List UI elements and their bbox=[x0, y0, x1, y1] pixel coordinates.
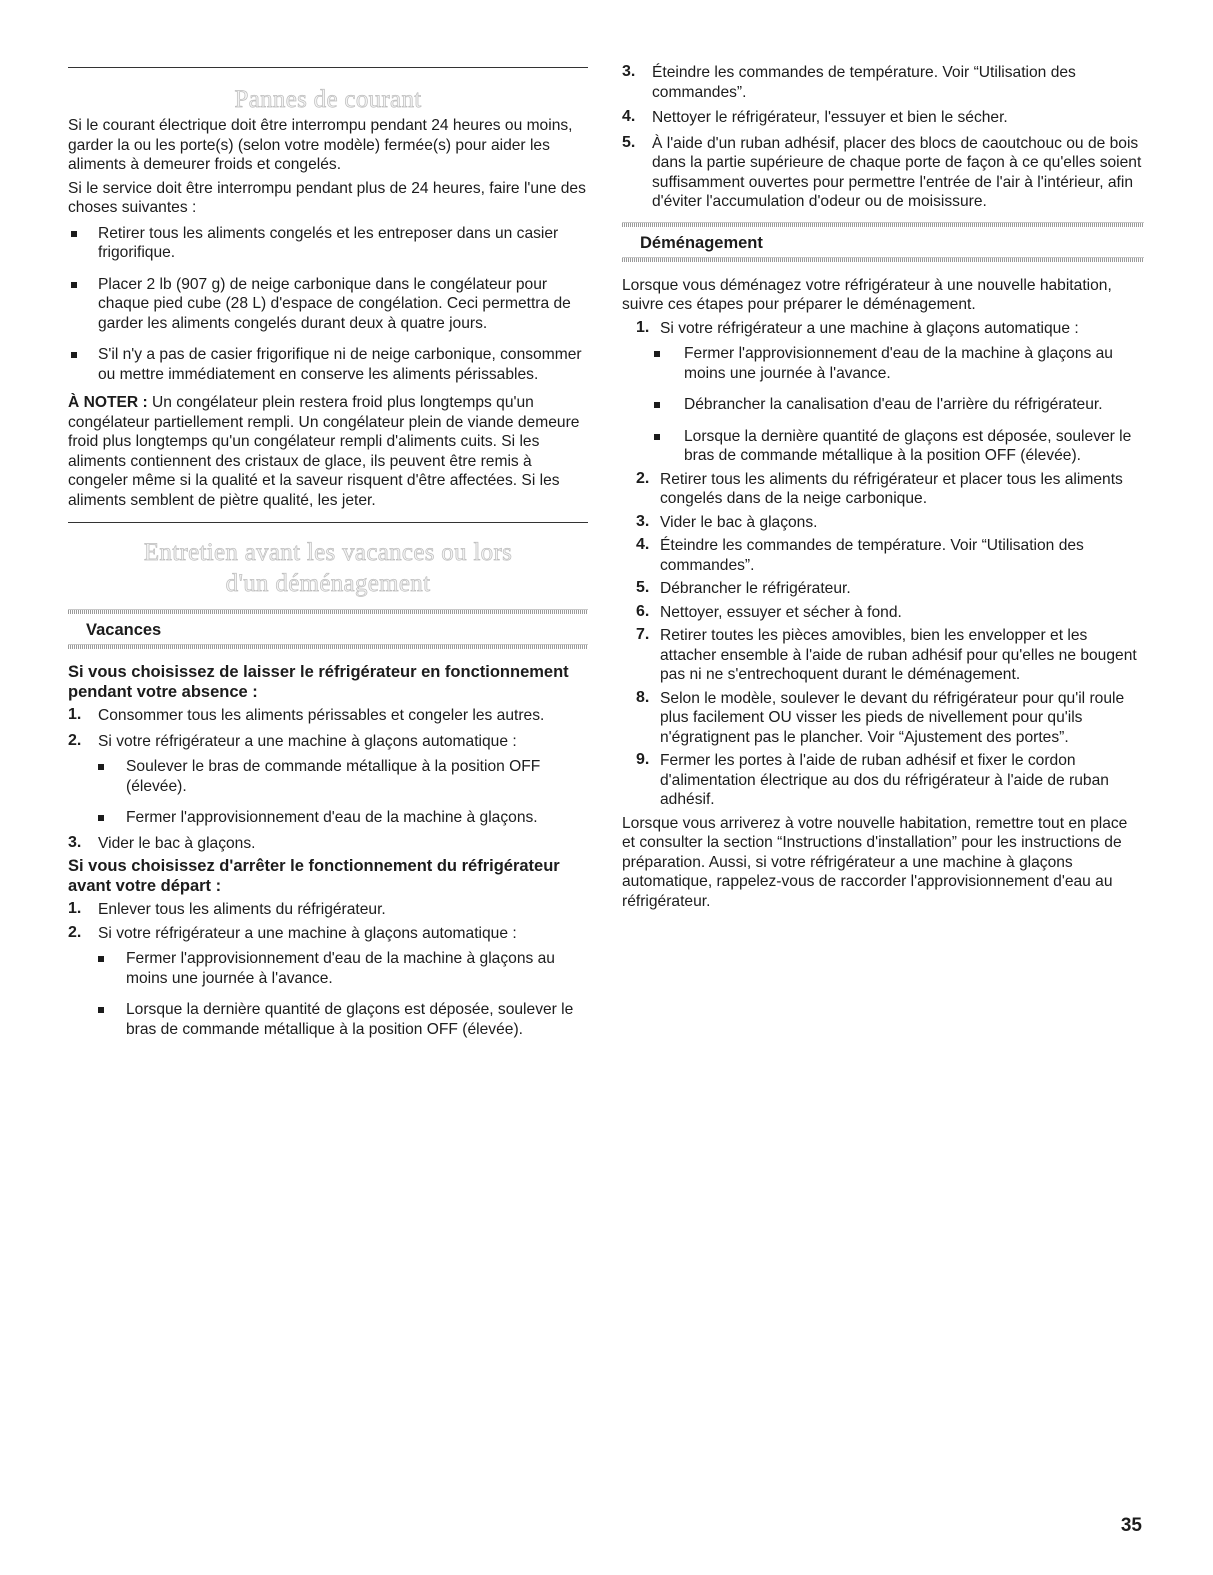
note-paragraph bbox=[68, 393, 588, 510]
list-item: 2. Si votre réfrigérateur a une machine à glaçons automatique : Soulever le bras de commande métallique à la position OFF (élevée). Fermer l'approvisionnement d'eau de la machine à glaçons. bbox=[68, 732, 588, 828]
bullet-square-icon bbox=[654, 434, 660, 440]
moving-substeps bbox=[622, 344, 1144, 466]
list-item: 3. Vider le bac à glaçons. bbox=[636, 512, 818, 531]
left-column bbox=[68, 0, 588, 1039]
hatch-divider bbox=[622, 222, 1144, 227]
hatch-divider bbox=[622, 257, 1144, 262]
list-item: 8. Selon le modèle, soulever le devant du réfrigérateur pour qu'il roule plus facilement OU visser les pieds de nivellement pour qu'ils n'égratignent pas le plancher. Voir “Ajustement des portes”. bbox=[636, 688, 1125, 746]
bullet-square-icon bbox=[98, 764, 104, 770]
list-item: 2. Si votre réfrigérateur a une machine à glaçons automatique : Fermer l'approvisionnement d'eau de la machine à glaçons au moins une journée à l'avance. Lorsque la dernière quantité de glaçons est déposée, soulever le bras de commande métallique à la position OFF (élevée). bbox=[68, 924, 588, 1040]
stay-on-heading: Si vous choisissez de laisser le réfrigérateur en fonctionnement pendant votre absence : bbox=[68, 663, 569, 701]
moving-intro: Lorsque vous déménagez votre réfrigérateur à une nouvelle habitation, suivre ces étapes pour préparer le déménagement. bbox=[622, 276, 1112, 313]
list-item: 4. Éteindre les commandes de température. Voir “Utilisation des commandes”. bbox=[636, 536, 1084, 574]
section-title-vacation-moving-line2: d'un déménagement bbox=[225, 570, 431, 597]
note-text: Un congélateur plein restera froid plus longtemps qu'un congélateur partiellement rempli. Un congélateur plein de viande demeure froid plus longtemps qu'un congélateur rempli d'aliments cuits. Si les aliments contiennent des cristaux de glace, ils peuvent être remis à congeler même si la qualité et la saveur risquent d'être affectées. Si les aliments semblent de piètre qualité, les jeter. bbox=[68, 394, 580, 509]
bullet-square-icon bbox=[71, 352, 77, 358]
right-column bbox=[622, 0, 1144, 911]
hatch-divider bbox=[68, 644, 588, 649]
moving-steps bbox=[622, 319, 1144, 810]
vacances-heading: Vacances bbox=[86, 621, 162, 639]
demenagement-heading: Déménagement bbox=[640, 233, 763, 252]
list-item: 5. À l'aide d'un ruban adhésif, placer des blocs de caoutchouc ou de bois dans la partie supérieure de chaque porte de façon à ce qu'elles soient suffisamment ouvertes pour permettre l'entrée de l'air à l'intérieur, afin d'éviter l'accumulation d'odeur ou de moisissure. bbox=[622, 133, 1142, 210]
stay-on-steps bbox=[68, 706, 588, 853]
list-item: S'il n'y a pas de casier frigorifique ni de neige carbonique, consommer ou mettre immédiatement en conserve les aliments périssables. bbox=[68, 345, 588, 384]
list-item: 1. Si votre réfrigérateur a une machine à glaçons automatique : Fermer l'approvisionnement d'eau de la machine à glaçons au moins une journée à l'avance. Débrancher la canalisation d'eau de l'arrière du réfrigérateur. Lorsque la dernière quantité de glaçons est déposée, soulever le bras de commande métallique à la position OFF (élevée). bbox=[622, 319, 1144, 466]
list-item: 1. Consommer tous les aliments périssables et congeler les autres. bbox=[68, 706, 545, 724]
moving-closing-paragraph: Lorsque vous arriverez à votre nouvelle habitation, remettre tout en place et consulter la section “Instructions d'installation” pour les instructions de préparation. Aussi, si votre réfrigérateur a une machine à glaçons automatique, rappelez-vous de raccorder l'approvisionnement d'eau au réfrigérateur. bbox=[622, 814, 1128, 910]
list-item: Lorsque la dernière quantité de glaçons est déposée, soulever le bras de commande métallique à la position OFF (élevée). bbox=[622, 427, 1144, 466]
list-item: 6. Nettoyer, essuyer et sécher à fond. bbox=[636, 602, 902, 621]
bullet-square-icon bbox=[98, 956, 104, 962]
list-item: Soulever le bras de commande métallique à la position OFF (élevée). bbox=[68, 757, 588, 796]
list-item: Retirer tous les aliments congelés et les entreposer dans un casier frigorifique. bbox=[68, 224, 588, 263]
outage-bullet-list bbox=[68, 224, 588, 385]
section-rule bbox=[68, 522, 588, 523]
bullet-square-icon bbox=[71, 282, 77, 288]
list-item: Débrancher la canalisation d'eau de l'arrière du réfrigérateur. bbox=[622, 395, 1144, 415]
bullet-square-icon bbox=[654, 351, 660, 357]
list-item: Fermer l'approvisionnement d'eau de la machine à glaçons au moins une journée à l'avance. bbox=[68, 949, 588, 988]
outage-paragraph-1: Si le courant électrique doit être interrompu pendant 24 heures ou moins, garder la ou les porte(s) (selon votre modèle) fermée(s) pour aider les aliments à demeurer froids et congelés. bbox=[68, 117, 573, 173]
list-item: 7. Retirer toutes les pièces amovibles, bien les envelopper et les attacher ensemble à l'aide de ruban adhésif pour qu'elles ne bougent pas ni ne s'entrechoquent durant le déménagement. bbox=[636, 626, 1137, 683]
section-title-vacation-moving-line1: Entretien avant les vacances ou lors bbox=[143, 539, 513, 566]
list-item: 4. Nettoyer le réfrigérateur, l'essuyer et bien le sécher. bbox=[622, 108, 1008, 126]
list-item: Fermer l'approvisionnement d'eau de la machine à glaçons au moins une journée à l'avance. bbox=[622, 344, 1144, 383]
hatch-divider bbox=[68, 609, 588, 614]
bullet-square-icon bbox=[71, 231, 77, 237]
stay-on-substeps bbox=[68, 757, 588, 828]
stop-heading: Si vous choisissez d'arrêter le fonctionnement du réfrigérateur avant votre départ : bbox=[68, 857, 560, 895]
note-label: À NOTER : bbox=[68, 394, 148, 411]
stop-steps bbox=[68, 900, 588, 1039]
bullet-square-icon bbox=[654, 402, 660, 408]
list-item: Fermer l'approvisionnement d'eau de la machine à glaçons. bbox=[68, 808, 588, 828]
list-item: 2. Retirer tous les aliments du réfrigérateur et placer tous les aliments congelés dans de la neige carbonique. bbox=[636, 469, 1123, 507]
list-item: Placer 2 lb (907 g) de neige carbonique dans le congélateur pour chaque pied cube (28 L) d'espace de congélation. Ceci permettra de garder les aliments congelés durant deux à quatre jours. bbox=[68, 275, 588, 334]
top-rule bbox=[68, 67, 588, 68]
list-item: 5. Débrancher le réfrigérateur. bbox=[636, 579, 851, 597]
stay-on-steps-continued bbox=[622, 63, 1144, 212]
list-item: 1. Enlever tous les aliments du réfrigérateur. bbox=[68, 900, 386, 918]
bullet-square-icon bbox=[98, 1007, 104, 1013]
list-item: 9. Fermer les portes à l'aide de ruban adhésif et fixer le cordon d'alimentation électrique au dos du réfrigérateur à l'aide de ruban adhésif. bbox=[636, 751, 1109, 808]
page-number: 35 bbox=[1120, 1515, 1142, 1536]
section-title-power-outage: Pannes de courant bbox=[234, 86, 422, 113]
bullet-square-icon bbox=[98, 815, 104, 821]
outage-paragraph-2: Si le service doit être interrompu pendant plus de 24 heures, faire l'une des choses suivantes : bbox=[68, 179, 586, 216]
list-item: 3. Éteindre les commandes de température. Voir “Utilisation des commandes”. bbox=[622, 63, 1076, 101]
list-item: Lorsque la dernière quantité de glaçons est déposée, soulever le bras de commande métallique à la position OFF (élevée). bbox=[68, 1000, 588, 1039]
list-item: 3. Vider le bac à glaçons. bbox=[68, 833, 256, 852]
stop-substeps bbox=[68, 949, 588, 1039]
